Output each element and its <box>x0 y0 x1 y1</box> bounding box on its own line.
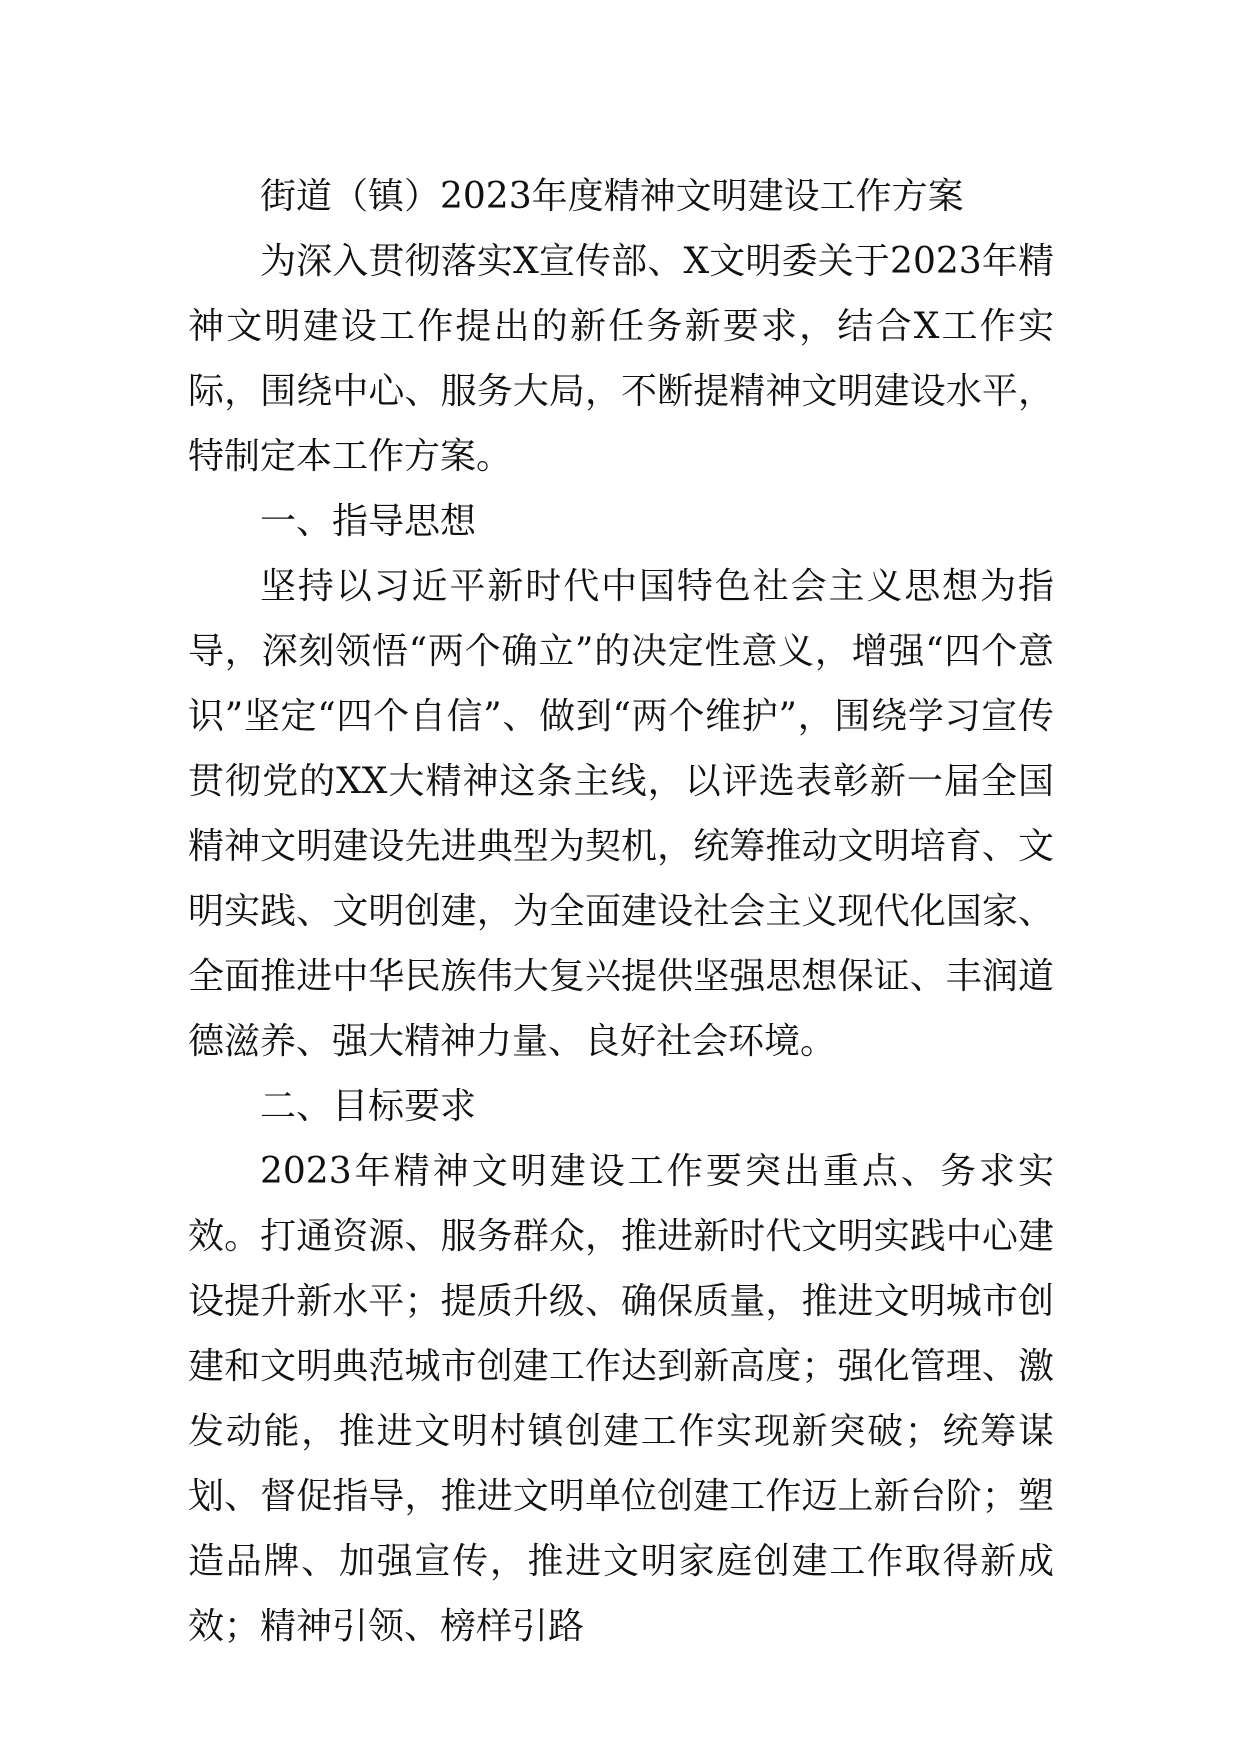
section-heading-goals: 二、目标要求 <box>260 1086 477 1127</box>
section-paragraph-guiding-ideology: 坚持以习近平新时代中国特色社会主义思想为指导，深刻领悟“两个确立”的决定性意义，增强“四个意识”坚定“四个自信”、做到“两个维护”，围绕学习宣传贯彻党的XX大精神这条主线，以评选表彰新一届全国精神文明建设先进典型为契机，统筹推动文明培育、文明实践、文明创建，为全面建设社会主义现代化国家、全面推进中华民族伟大复兴提供坚强思想保证、丰润道德滋养、强大精神力量、良好社会环境。 <box>188 566 1054 1062</box>
document-body <box>188 164 1054 1659</box>
document-title: 街道（镇）2023年度精神文明建设工作方案 <box>260 176 964 217</box>
section-heading-guiding-ideology: 一、指导思想 <box>260 501 477 542</box>
intro-paragraph: 为深入贯彻落实X宣传部、X文明委关于2023年精神文明建设工作提出的新任务新要求，结合X工作实际，围绕中心、服务大局，不断提精神文明建设水平，特制定本工作方案。 <box>188 241 1054 477</box>
section-paragraph-goals: 2023年精神文明建设工作要突出重点、务求实效。打通资源、服务群众，推进新时代文明实践中心建设提升新水平；提质升级、确保质量，推进文明城市创建和文明典范城市创建工作达到新高度；强化管理、激发动能，推进文明村镇创建工作实现新突破；统筹谋划、督促指导，推进文明单位创建工作迈上新台阶；塑造品牌、加强宣传，推进文明家庭创建工作取得新成效；精神引领、榜样引路 <box>188 1151 1054 1647</box>
